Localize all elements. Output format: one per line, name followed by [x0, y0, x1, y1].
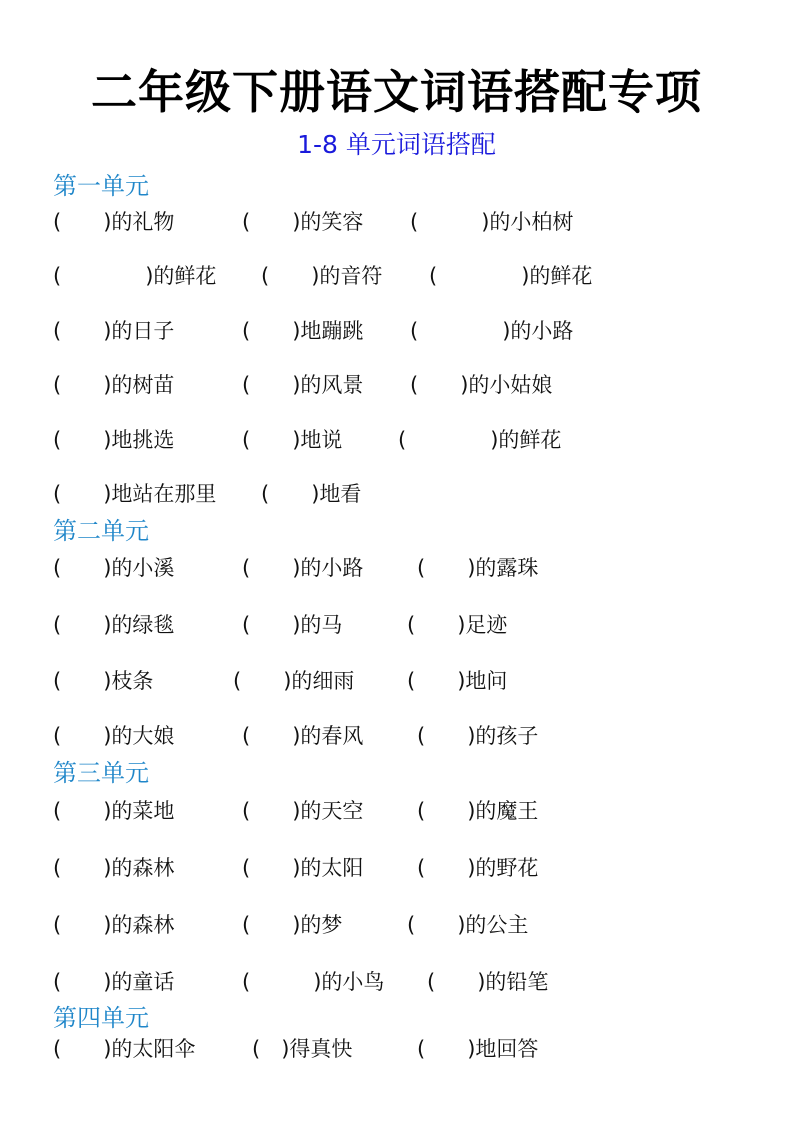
- fill-blank-item: ( )的小路: [242, 556, 364, 580]
- fill-blank-item: ( )地问: [407, 669, 508, 693]
- unit-heading: 第一单元: [53, 172, 149, 200]
- fill-blank-item: ( )的铅笔: [427, 970, 549, 994]
- fill-blank-item: ( )的音符: [261, 264, 383, 288]
- fill-blank-item: ( )的小鸟: [242, 970, 385, 994]
- fill-blank-item: ( )的森林: [53, 913, 175, 937]
- fill-blank-item: ( )的小姑娘: [410, 373, 553, 397]
- fill-blank-item: ( )足迹: [407, 613, 508, 637]
- unit-heading: 第二单元: [53, 517, 149, 545]
- fill-blank-item: ( )地挑选: [53, 428, 175, 452]
- unit-heading: 第三单元: [53, 759, 149, 787]
- fill-blank-item: ( )地说: [242, 428, 343, 452]
- fill-blank-item: ( )的鲜花: [53, 264, 217, 288]
- fill-blank-item: ( )的鲜花: [398, 428, 562, 452]
- fill-blank-item: ( )的太阳: [242, 856, 364, 880]
- fill-blank-item: ( )的小柏树: [410, 210, 574, 234]
- fill-blank-item: ( )的露珠: [417, 556, 539, 580]
- fill-blank-item: ( )的日子: [53, 319, 175, 343]
- fill-blank-item: ( )的孩子: [417, 724, 539, 748]
- fill-blank-item: ( )地蹦跳: [242, 319, 364, 343]
- fill-blank-item: ( )的童话: [53, 970, 175, 994]
- fill-blank-item: ( )的大娘: [53, 724, 175, 748]
- fill-blank-item: ( )得真快: [252, 1037, 353, 1061]
- fill-blank-item: ( )的小溪: [53, 556, 175, 580]
- fill-blank-item: ( )地看: [261, 482, 362, 506]
- fill-blank-item: ( )的绿毯: [53, 613, 175, 637]
- fill-blank-item: ( )的笑容: [242, 210, 364, 234]
- unit-heading: 第四单元: [53, 1004, 149, 1032]
- fill-blank-item: ( )的马: [242, 613, 343, 637]
- fill-blank-item: ( )的礼物: [53, 210, 175, 234]
- fill-blank-item: ( )的森林: [53, 856, 175, 880]
- fill-blank-item: ( )地回答: [417, 1037, 539, 1061]
- fill-blank-item: ( )的春风: [242, 724, 364, 748]
- fill-blank-item: ( )的树苗: [53, 373, 175, 397]
- fill-blank-item: ( )的鲜花: [429, 264, 593, 288]
- fill-blank-item: ( )的公主: [407, 913, 529, 937]
- fill-blank-item: ( )的野花: [417, 856, 539, 880]
- fill-blank-item: ( )的太阳伞: [53, 1037, 196, 1061]
- page-title: 二年级下册语文词语搭配专项: [91, 65, 702, 119]
- fill-blank-item: ( )地站在那里: [53, 482, 217, 506]
- fill-blank-item: ( )的魔王: [417, 799, 539, 823]
- fill-blank-item: ( )的天空: [242, 799, 364, 823]
- fill-blank-item: ( )的小路: [410, 319, 574, 343]
- fill-blank-item: ( )的风景: [242, 373, 364, 397]
- page-subtitle: 1-8 单元词语搭配: [297, 130, 496, 159]
- fill-blank-item: ( )的菜地: [53, 799, 175, 823]
- fill-blank-item: ( )枝条: [53, 669, 154, 693]
- fill-blank-item: ( )的梦: [242, 913, 343, 937]
- fill-blank-item: ( )的细雨: [233, 669, 355, 693]
